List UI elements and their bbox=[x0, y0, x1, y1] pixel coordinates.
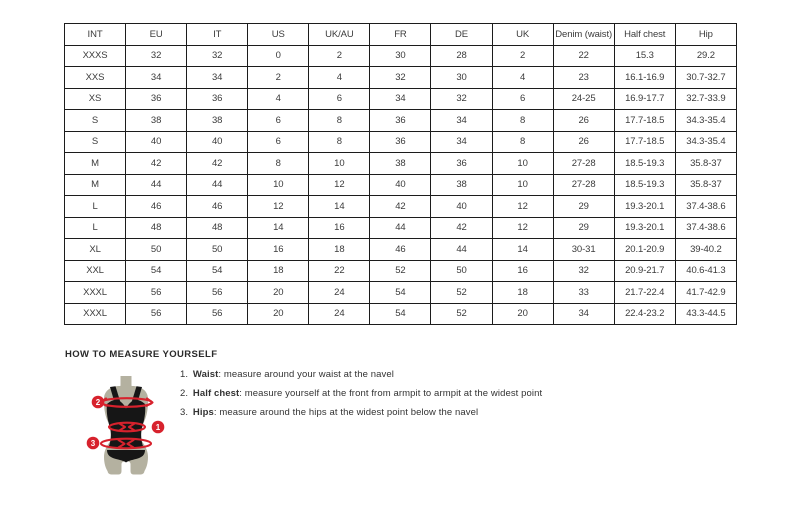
size-value-cell: 18.5-19.3 bbox=[614, 153, 675, 175]
size-value-cell: 52 bbox=[370, 260, 431, 282]
size-label-cell: S bbox=[65, 131, 126, 153]
size-value-cell: 50 bbox=[187, 239, 248, 261]
size-row bbox=[65, 45, 737, 67]
size-row bbox=[65, 131, 737, 153]
size-value-cell: 40 bbox=[370, 174, 431, 196]
size-value-cell: 34 bbox=[553, 303, 614, 325]
size-value-cell: 8 bbox=[492, 110, 553, 132]
size-value-cell: 54 bbox=[126, 260, 187, 282]
measure-instructions-list bbox=[180, 369, 542, 426]
size-chart-table bbox=[64, 23, 737, 325]
size-value-cell: 0 bbox=[248, 45, 309, 67]
size-value-cell: 18.5-19.3 bbox=[614, 174, 675, 196]
size-value-cell: 38 bbox=[431, 174, 492, 196]
size-value-cell: 30 bbox=[431, 67, 492, 89]
size-value-cell: 24-25 bbox=[553, 88, 614, 110]
size-value-cell: 32 bbox=[126, 45, 187, 67]
size-label-cell: M bbox=[65, 153, 126, 175]
size-value-cell: 14 bbox=[309, 196, 370, 218]
size-value-cell: 56 bbox=[126, 282, 187, 304]
size-label-cell: XL bbox=[65, 239, 126, 261]
size-label-cell: XS bbox=[65, 88, 126, 110]
column-header: UK bbox=[492, 24, 553, 46]
size-value-cell: 24 bbox=[309, 303, 370, 325]
size-value-cell: 20.1-20.9 bbox=[614, 239, 675, 261]
size-row bbox=[65, 196, 737, 218]
size-value-cell: 12 bbox=[309, 174, 370, 196]
size-value-cell: 32 bbox=[187, 45, 248, 67]
size-value-cell: 17.7-18.5 bbox=[614, 131, 675, 153]
size-value-cell: 17.7-18.5 bbox=[614, 110, 675, 132]
size-value-cell: 36 bbox=[187, 88, 248, 110]
size-row bbox=[65, 174, 737, 196]
size-value-cell: 50 bbox=[126, 239, 187, 261]
size-value-cell: 4 bbox=[248, 88, 309, 110]
size-value-cell: 40.6-41.3 bbox=[675, 260, 736, 282]
size-value-cell: 12 bbox=[248, 196, 309, 218]
size-value-cell: 18 bbox=[248, 260, 309, 282]
size-row bbox=[65, 67, 737, 89]
size-value-cell: 48 bbox=[187, 217, 248, 239]
size-value-cell: 34 bbox=[370, 88, 431, 110]
size-value-cell: 32 bbox=[370, 67, 431, 89]
size-value-cell: 39-40.2 bbox=[675, 239, 736, 261]
instruction-term: Half chest bbox=[192, 388, 240, 399]
size-label-cell: L bbox=[65, 217, 126, 239]
instruction-item bbox=[180, 407, 542, 418]
size-label-cell: XXS bbox=[65, 67, 126, 89]
instruction-number: 2. bbox=[180, 388, 189, 399]
size-value-cell: 50 bbox=[431, 260, 492, 282]
size-value-cell: 8 bbox=[248, 153, 309, 175]
size-label-cell: M bbox=[65, 174, 126, 196]
column-header: UK/AU bbox=[309, 24, 370, 46]
size-value-cell: 16.9-17.7 bbox=[614, 88, 675, 110]
size-value-cell: 34 bbox=[126, 67, 187, 89]
size-value-cell: 19.3-20.1 bbox=[614, 196, 675, 218]
size-value-cell: 34.3-35.4 bbox=[675, 131, 736, 153]
size-row bbox=[65, 110, 737, 132]
size-value-cell: 6 bbox=[248, 131, 309, 153]
size-value-cell: 56 bbox=[187, 303, 248, 325]
size-value-cell: 52 bbox=[431, 282, 492, 304]
size-row bbox=[65, 282, 737, 304]
size-value-cell: 41.7-42.9 bbox=[675, 282, 736, 304]
size-value-cell: 44 bbox=[431, 239, 492, 261]
size-value-cell: 36 bbox=[370, 110, 431, 132]
size-value-cell: 34 bbox=[431, 110, 492, 132]
size-value-cell: 44 bbox=[187, 174, 248, 196]
instruction-term: Waist bbox=[192, 369, 219, 380]
size-value-cell: 44 bbox=[126, 174, 187, 196]
size-value-cell: 4 bbox=[492, 67, 553, 89]
size-value-cell: 34 bbox=[431, 131, 492, 153]
size-value-cell: 16 bbox=[309, 217, 370, 239]
size-value-cell: 46 bbox=[126, 196, 187, 218]
size-value-cell: 12 bbox=[492, 217, 553, 239]
size-value-cell: 2 bbox=[492, 45, 553, 67]
instruction-text: : measure around the hips at the widest point below the navel bbox=[213, 407, 479, 418]
size-value-cell: 42 bbox=[370, 196, 431, 218]
size-value-cell: 29 bbox=[553, 196, 614, 218]
size-row bbox=[65, 217, 737, 239]
size-value-cell: 44 bbox=[370, 217, 431, 239]
size-label-cell: XXXL bbox=[65, 303, 126, 325]
instruction-text: : measure around your waist at the navel bbox=[218, 369, 394, 380]
size-value-cell: 38 bbox=[126, 110, 187, 132]
size-value-cell: 42 bbox=[431, 217, 492, 239]
size-value-cell: 8 bbox=[309, 110, 370, 132]
column-header: Hip bbox=[675, 24, 736, 46]
size-value-cell: 10 bbox=[492, 174, 553, 196]
column-header: INT bbox=[65, 24, 126, 46]
column-header: FR bbox=[370, 24, 431, 46]
size-value-cell: 40 bbox=[431, 196, 492, 218]
size-label-cell: XXXL bbox=[65, 282, 126, 304]
instruction-item bbox=[180, 388, 542, 399]
size-value-cell: 22 bbox=[553, 45, 614, 67]
size-label-cell: L bbox=[65, 196, 126, 218]
column-header: US bbox=[248, 24, 309, 46]
size-value-cell: 16.1-16.9 bbox=[614, 67, 675, 89]
size-value-cell: 21.7-22.4 bbox=[614, 282, 675, 304]
svg-text:1: 1 bbox=[155, 423, 161, 432]
size-value-cell: 54 bbox=[370, 282, 431, 304]
size-value-cell: 43.3-44.5 bbox=[675, 303, 736, 325]
size-value-cell: 42 bbox=[187, 153, 248, 175]
size-value-cell: 26 bbox=[553, 131, 614, 153]
size-value-cell: 27-28 bbox=[553, 174, 614, 196]
size-value-cell: 18 bbox=[492, 282, 553, 304]
size-value-cell: 38 bbox=[187, 110, 248, 132]
size-row bbox=[65, 88, 737, 110]
size-value-cell: 34.3-35.4 bbox=[675, 110, 736, 132]
size-value-cell: 12 bbox=[492, 196, 553, 218]
size-value-cell: 14 bbox=[492, 239, 553, 261]
size-value-cell: 54 bbox=[370, 303, 431, 325]
size-row bbox=[65, 260, 737, 282]
size-value-cell: 33 bbox=[553, 282, 614, 304]
size-value-cell: 23 bbox=[553, 67, 614, 89]
size-value-cell: 6 bbox=[309, 88, 370, 110]
size-value-cell: 19.3-20.1 bbox=[614, 217, 675, 239]
measure-section-heading: HOW TO MEASURE YOURSELF bbox=[65, 349, 218, 360]
size-value-cell: 30-31 bbox=[553, 239, 614, 261]
column-header: Half chest bbox=[614, 24, 675, 46]
size-value-cell: 14 bbox=[248, 217, 309, 239]
size-value-cell: 42 bbox=[126, 153, 187, 175]
size-value-cell: 20.9-21.7 bbox=[614, 260, 675, 282]
size-value-cell: 22.4-23.2 bbox=[614, 303, 675, 325]
column-header: EU bbox=[126, 24, 187, 46]
size-value-cell: 16 bbox=[248, 239, 309, 261]
size-value-cell: 10 bbox=[248, 174, 309, 196]
instruction-number: 1. bbox=[180, 369, 189, 380]
size-value-cell: 28 bbox=[431, 45, 492, 67]
size-value-cell: 56 bbox=[187, 282, 248, 304]
size-value-cell: 2 bbox=[248, 67, 309, 89]
svg-text:3: 3 bbox=[90, 439, 96, 448]
size-value-cell: 20 bbox=[248, 282, 309, 304]
size-value-cell: 48 bbox=[126, 217, 187, 239]
size-chart-header bbox=[65, 24, 737, 46]
size-value-cell: 10 bbox=[309, 153, 370, 175]
size-chart-body bbox=[65, 45, 737, 325]
column-header: Denim (waist) bbox=[553, 24, 614, 46]
size-value-cell: 46 bbox=[187, 196, 248, 218]
instruction-text: : measure yourself at the front from armpit to armpit at the widest point bbox=[239, 388, 543, 399]
measurement-mannequin-illustration bbox=[80, 371, 190, 483]
instruction-item bbox=[180, 369, 542, 380]
size-value-cell: 37.4-38.6 bbox=[675, 217, 736, 239]
column-header: IT bbox=[187, 24, 248, 46]
size-value-cell: 35.8-37 bbox=[675, 174, 736, 196]
size-value-cell: 29.2 bbox=[675, 45, 736, 67]
size-value-cell: 8 bbox=[492, 131, 553, 153]
size-value-cell: 30 bbox=[370, 45, 431, 67]
size-row bbox=[65, 153, 737, 175]
size-row bbox=[65, 239, 737, 261]
header-row bbox=[65, 24, 737, 46]
size-value-cell: 29 bbox=[553, 217, 614, 239]
size-value-cell: 32 bbox=[431, 88, 492, 110]
size-value-cell: 6 bbox=[492, 88, 553, 110]
size-value-cell: 36 bbox=[370, 131, 431, 153]
size-value-cell: 38 bbox=[370, 153, 431, 175]
size-value-cell: 26 bbox=[553, 110, 614, 132]
column-header: DE bbox=[431, 24, 492, 46]
size-value-cell: 54 bbox=[187, 260, 248, 282]
instruction-term: Hips bbox=[192, 407, 214, 418]
size-value-cell: 27-28 bbox=[553, 153, 614, 175]
size-value-cell: 34 bbox=[187, 67, 248, 89]
size-value-cell: 20 bbox=[492, 303, 553, 325]
size-value-cell: 52 bbox=[431, 303, 492, 325]
size-value-cell: 40 bbox=[187, 131, 248, 153]
size-value-cell: 18 bbox=[309, 239, 370, 261]
instruction-number: 3. bbox=[180, 407, 189, 418]
size-value-cell: 35.8-37 bbox=[675, 153, 736, 175]
size-value-cell: 24 bbox=[309, 282, 370, 304]
size-value-cell: 16 bbox=[492, 260, 553, 282]
size-label-cell: S bbox=[65, 110, 126, 132]
size-value-cell: 22 bbox=[309, 260, 370, 282]
size-value-cell: 46 bbox=[370, 239, 431, 261]
size-value-cell: 4 bbox=[309, 67, 370, 89]
size-value-cell: 30.7-32.7 bbox=[675, 67, 736, 89]
size-value-cell: 32 bbox=[553, 260, 614, 282]
size-value-cell: 32.7-33.9 bbox=[675, 88, 736, 110]
svg-text:2: 2 bbox=[95, 398, 101, 407]
size-value-cell: 2 bbox=[309, 45, 370, 67]
size-value-cell: 6 bbox=[248, 110, 309, 132]
size-value-cell: 40 bbox=[126, 131, 187, 153]
size-value-cell: 56 bbox=[126, 303, 187, 325]
size-value-cell: 15.3 bbox=[614, 45, 675, 67]
size-value-cell: 37.4-38.6 bbox=[675, 196, 736, 218]
size-label-cell: XXXS bbox=[65, 45, 126, 67]
size-label-cell: XXL bbox=[65, 260, 126, 282]
size-value-cell: 36 bbox=[126, 88, 187, 110]
size-value-cell: 8 bbox=[309, 131, 370, 153]
size-value-cell: 10 bbox=[492, 153, 553, 175]
size-row bbox=[65, 303, 737, 325]
size-value-cell: 36 bbox=[431, 153, 492, 175]
size-value-cell: 20 bbox=[248, 303, 309, 325]
